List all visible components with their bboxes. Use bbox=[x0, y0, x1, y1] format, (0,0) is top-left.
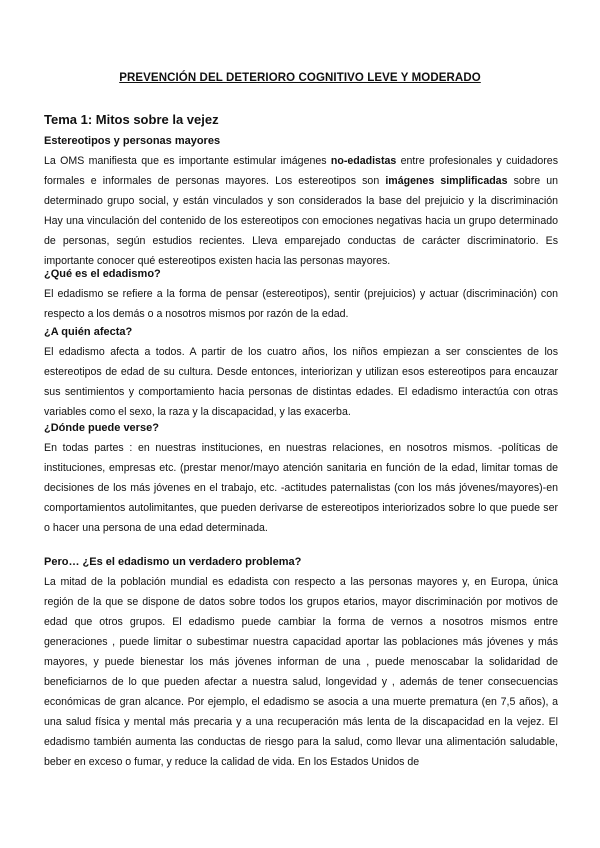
section-heading: Pero… ¿Es el edadismo un verdadero problema? bbox=[44, 556, 302, 568]
section-heading: Estereotipos y personas mayores bbox=[44, 135, 221, 147]
section-heading: ¿Qué es el edadismo? bbox=[44, 268, 161, 280]
section-paragraph: El edadismo afecta a todos. A partir de los cuatro años, los niños empiezan a ser conscientes de los estereotipos de edad de su cultura. Desde entonces, interiorizan y utilizan esos estereotipos para encauzar sus sentimientos y comportamiento hacia personas de distintas edades. El edadismo interactúa con otras variables como el sexo, la raza y la discapacidad, y las exacerba. bbox=[44, 346, 558, 418]
section-heading: ¿A quién afecta? bbox=[44, 326, 133, 338]
paragraph-text: entre profesionales y cuidadores formales e informales de personas mayores. Los estereotipos son bbox=[44, 155, 558, 187]
section-what-is-ageism bbox=[44, 264, 558, 324]
section-paragraph: La mitad de la población mundial es edadista con respecto a las personas mayores y, en Europa, única región de la que se dispone de datos sobre todos los grupos etarios, mayor discriminación por motivos de edad que otros grupos. El edadismo puede cambiar la forma de vernos a nosotros mismos entre generaciones , puede limitar o subestimar nuestra capacidad aportar las poblaciones más jóvenes y más mayores, y puede bienestar los más jóvenes informan de una , puede menoscabar la solidaridad de beneficiarnos de lo que pueden afectar a nuestra salud, longevidad y , además de tener consecuencias económicas de gran alcance. Por ejemplo, el edadismo se asocia a una muerte prematura (en 7,5 años), a una salud física y mental más precaria y a una recuperación más lenta de la discapacidad en la vejez. El edadismo también aumenta las conductas de riesgo para la salud, como llevar una alimentación saludable, beber en exceso o fumar, y reduce la calidad de vida. En los Estados Unidos de bbox=[44, 576, 558, 768]
emphasis-text: no-edadistas bbox=[330, 155, 397, 167]
section-paragraph bbox=[44, 151, 558, 271]
section-stereotypes bbox=[44, 131, 558, 271]
paragraph-text: La OMS manifiesta que es importante estimular imágenes bbox=[44, 155, 331, 167]
section-where-seen bbox=[44, 418, 558, 538]
section-real-problem bbox=[44, 552, 558, 772]
document-title: PREVENCIÓN DEL DETERIORO COGNITIVO LEVE Y MODERADO bbox=[119, 72, 481, 84]
section-paragraph: El edadismo se refiere a la forma de pensar (estereotipos), sentir (prejuicios) y actuar (discriminación) con respecto a los demás o a nosotros mismos por razón de la edad. bbox=[44, 288, 558, 320]
section-heading: ¿Dónde puede verse? bbox=[44, 422, 159, 434]
section-paragraph: En todas partes : en nuestras instituciones, en nuestras relaciones, en nosotros mismos. -políticas de instituciones, empresas etc. (prestar menor/mayo atención sanitaria en función de la edad, limitar tomas de decisiones de los más jóvenes en el trabajo, etc. -actitudes paternalistas (con los más jóvenes/mayores)-en comportamientos autolimitantes, que pueden derivarse de estereotipos interiorizados sobre lo que puede ser o hacer una persona de una edad determinada. bbox=[44, 442, 558, 534]
paragraph-text: sobre un determinado grupo social, y están vinculados y son considerados la base del prejuicio y la discriminación Hay una vinculación del contenido de los estereotipos con emociones negativas hacia un grupo determinado de personas, según estudios recientes. Lleva emparejado conductas de carácter discriminatorio. Es importante conocer qué estereotipos existen hacia las personas mayores. bbox=[44, 175, 559, 267]
emphasis-text: imágenes simplificadas bbox=[385, 175, 508, 187]
section-who-affects bbox=[44, 322, 558, 422]
topic-heading: Tema 1: Mitos sobre la vejez bbox=[44, 112, 219, 127]
